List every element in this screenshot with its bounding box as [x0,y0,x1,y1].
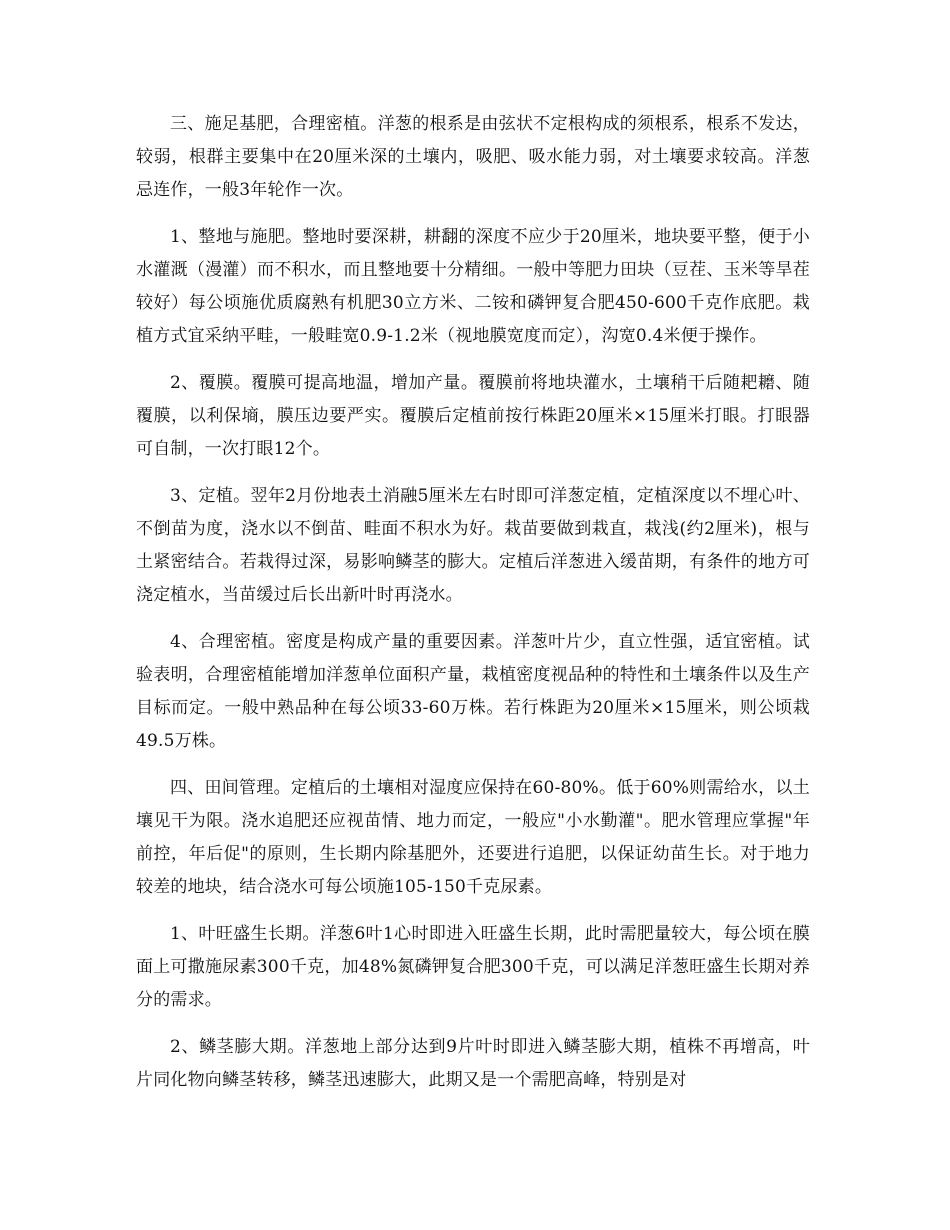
paragraph-basal-fertilizer: 三、施足基肥，合理密植。洋葱的根系是由弦状不定根构成的须根系，根系不发达，较弱，根群主要集中在20厘米深的土壤内，吸肥、吸水能力弱，对土壤要求较高。洋葱忌连作，一般3年轮作一次。 [136,114,810,200]
paragraph-bulb-expansion-stage: 2、鳞茎膨大期。洋葱地上部分达到9片叶时即进入鳞茎膨大期，植株不再增高，叶片同化物向鳞茎转移，鳞茎迅速膨大，此期又是一个需肥高峰，特别是对 [136,1037,810,1090]
paragraph-dense-planting: 4、合理密植。密度是构成产量的重要因素。洋葱叶片少，直立性强，适宜密植。试验表明，合理密植能增加洋葱单位面积产量，栽植密度视品种的特性和土壤条件以及生产目标而定。一般中熟品种在每公顷33-60万株。若行株距为20厘米×15厘米，则公顷栽49.5万株。 [136,632,810,751]
paragraph-field-management: 四、田间管理。定植后的土壤相对湿度应保持在60-80%。低于60%则需给水，以土壤见干为限。浇水追肥还应视苗情、地力而定，一般应"小水勤灌"。肥水管理应掌握"年前控，年后促"的原则，生长期内除基肥外，还要进行追肥，以保证幼苗生长。对于地力较差的地块，结合浇水可每公顷施105-150千克尿素。 [136,778,810,897]
paragraph-land-preparation: 1、整地与施肥。整地时要深耕，耕翻的深度不应少于20厘米，地块要平整，便于小水灌溉（漫灌）而不积水，而且整地要十分精细。一般中等肥力田块（豆茬、玉米等旱茬较好）每公顷施优质腐熟有机肥30立方米、二铵和磷钾复合肥450-600千克作底肥。栽植方式宜采纳平畦，一般畦宽0.9-1.2米（视地膜宽度而定），沟宽0.4米便于操作。 [136,227,810,346]
paragraph-transplanting: 3、定植。翌年2月份地表土消融5厘米左右时即可洋葱定植，定植深度以不埋心叶、不倒苗为度，浇水以不倒苗、畦面不积水为好。栽苗要做到栽直，栽浅(约2厘米)，根与土紧密结合。若栽得过深，易影响鳞茎的膨大。定植后洋葱进入缓苗期，有条件的地方可浇定植水，当苗缓过后长出新叶时再浇水。 [136,486,810,605]
paragraph-leaf-growth-stage: 1、叶旺盛生长期。洋葱6叶1心时即进入旺盛生长期，此时需肥量较大，每公顷在膜面上可撒施尿素300千克，加48%氮磷钾复合肥300千克，可以满足洋葱旺盛生长期对养分的需求。 [136,924,810,1010]
paragraph-mulching: 2、覆膜。覆膜可提高地温，增加产量。覆膜前将地块灌水，土壤稍干后随耙耱、随覆膜，以利保墒，膜压边要严实。覆膜后定植前按行株距20厘米×15厘米打眼。打眼器可自制，一次打眼12个。 [136,373,810,459]
